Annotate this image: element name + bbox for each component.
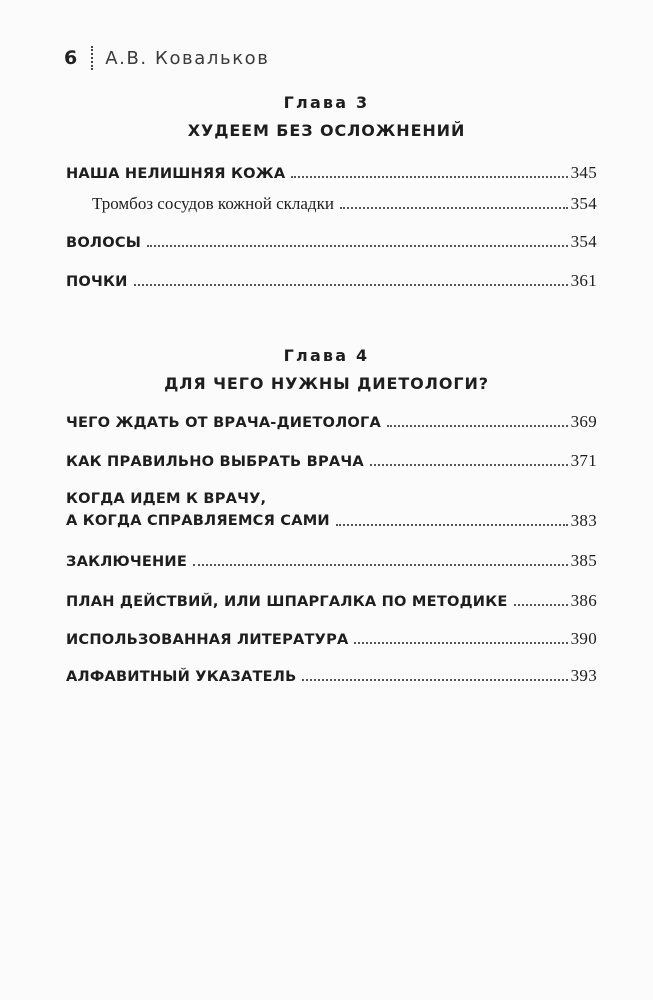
toc-page-number: 371 [570, 451, 597, 470]
toc-entry-references[interactable] [66, 628, 597, 651]
toc-page-number: 354 [570, 232, 597, 251]
toc-entry-thrombosis[interactable] [92, 193, 597, 215]
chapter-3-heading [0, 92, 653, 144]
toc-entry-label: ИСПОЛЬЗОВАННАЯ ЛИТЕРАТУРА [66, 631, 349, 648]
toc-entry-label: КАК ПРАВИЛЬНО ВЫБРАТЬ ВРАЧА [66, 453, 364, 470]
dot-leader [193, 563, 568, 566]
dot-leader [291, 175, 567, 178]
toc-page-number: 361 [570, 271, 597, 290]
dot-leader [147, 244, 568, 247]
toc-entry-conclusion[interactable] [66, 550, 597, 573]
dot-leader [387, 424, 568, 427]
dot-leader [514, 603, 568, 606]
toc-entry-label: Тромбоз сосудов кожной складки [92, 194, 334, 213]
toc-page-number: 383 [570, 511, 597, 530]
toc-page-number: 393 [570, 666, 597, 685]
toc-entry-label: ПЛАН ДЕЙСТВИЙ, ИЛИ ШПАРГАЛКА ПО МЕТОДИКЕ [66, 593, 508, 610]
toc-page-number: 385 [570, 551, 597, 570]
toc-page-number: 390 [570, 629, 597, 648]
toc-entry-what-to-expect[interactable] [66, 411, 597, 434]
toc-entry-label: КОГДА ИДЕМ К ВРАЧУ, А КОГДА СПРАВЛЯЕМСЯ САМИ [66, 490, 330, 529]
page-number: 6 [64, 47, 78, 69]
toc-entry-label: ЗАКЛЮЧЕНИЕ [66, 553, 188, 570]
toc-entry-kidneys[interactable] [66, 270, 597, 293]
toc-page-number: 386 [570, 591, 597, 610]
chapter-4-heading [0, 345, 653, 397]
toc-entry-hair[interactable] [66, 231, 597, 254]
dot-leader [134, 283, 568, 286]
toc-entry-skin[interactable] [66, 162, 597, 185]
toc-entry-when-to-see-doctor[interactable] [66, 488, 597, 532]
toc-page-number: 369 [570, 412, 597, 431]
chapter-number: Глава 3 [283, 93, 370, 112]
chapter-title: ХУДЕЕМ БЕЗ ОСЛОЖНЕНИЙ [187, 121, 466, 140]
author-name: А.В. Ковальков [105, 47, 270, 69]
toc-entry-label: ВОЛОСЫ [66, 234, 142, 251]
toc-page-number: 354 [570, 194, 597, 213]
toc-page-number: 345 [570, 163, 597, 182]
header-separator [91, 46, 93, 70]
dot-leader [340, 206, 568, 209]
toc-entry-label: НАША НЕЛИШНЯЯ КОЖА [66, 165, 286, 182]
running-header [64, 46, 270, 70]
dot-leader [336, 523, 568, 526]
toc-entry-label: ЧЕГО ЖДАТЬ ОТ ВРАЧА-ДИЕТОЛОГА [66, 414, 382, 431]
chapter-number: Глава 4 [283, 346, 370, 365]
toc-entry-choose-doctor[interactable] [66, 450, 597, 473]
toc-entry-action-plan[interactable] [66, 590, 597, 613]
toc-entry-index[interactable] [66, 665, 597, 688]
toc-entry-label: АЛФАВИТНЫЙ УКАЗАТЕЛЬ [66, 668, 297, 685]
dot-leader [370, 463, 568, 466]
dot-leader [302, 678, 567, 681]
chapter-title: ДЛЯ ЧЕГО НУЖНЫ ДИЕТОЛОГИ? [164, 374, 489, 393]
dot-leader [354, 641, 567, 644]
toc-entry-label: ПОЧКИ [66, 273, 128, 290]
